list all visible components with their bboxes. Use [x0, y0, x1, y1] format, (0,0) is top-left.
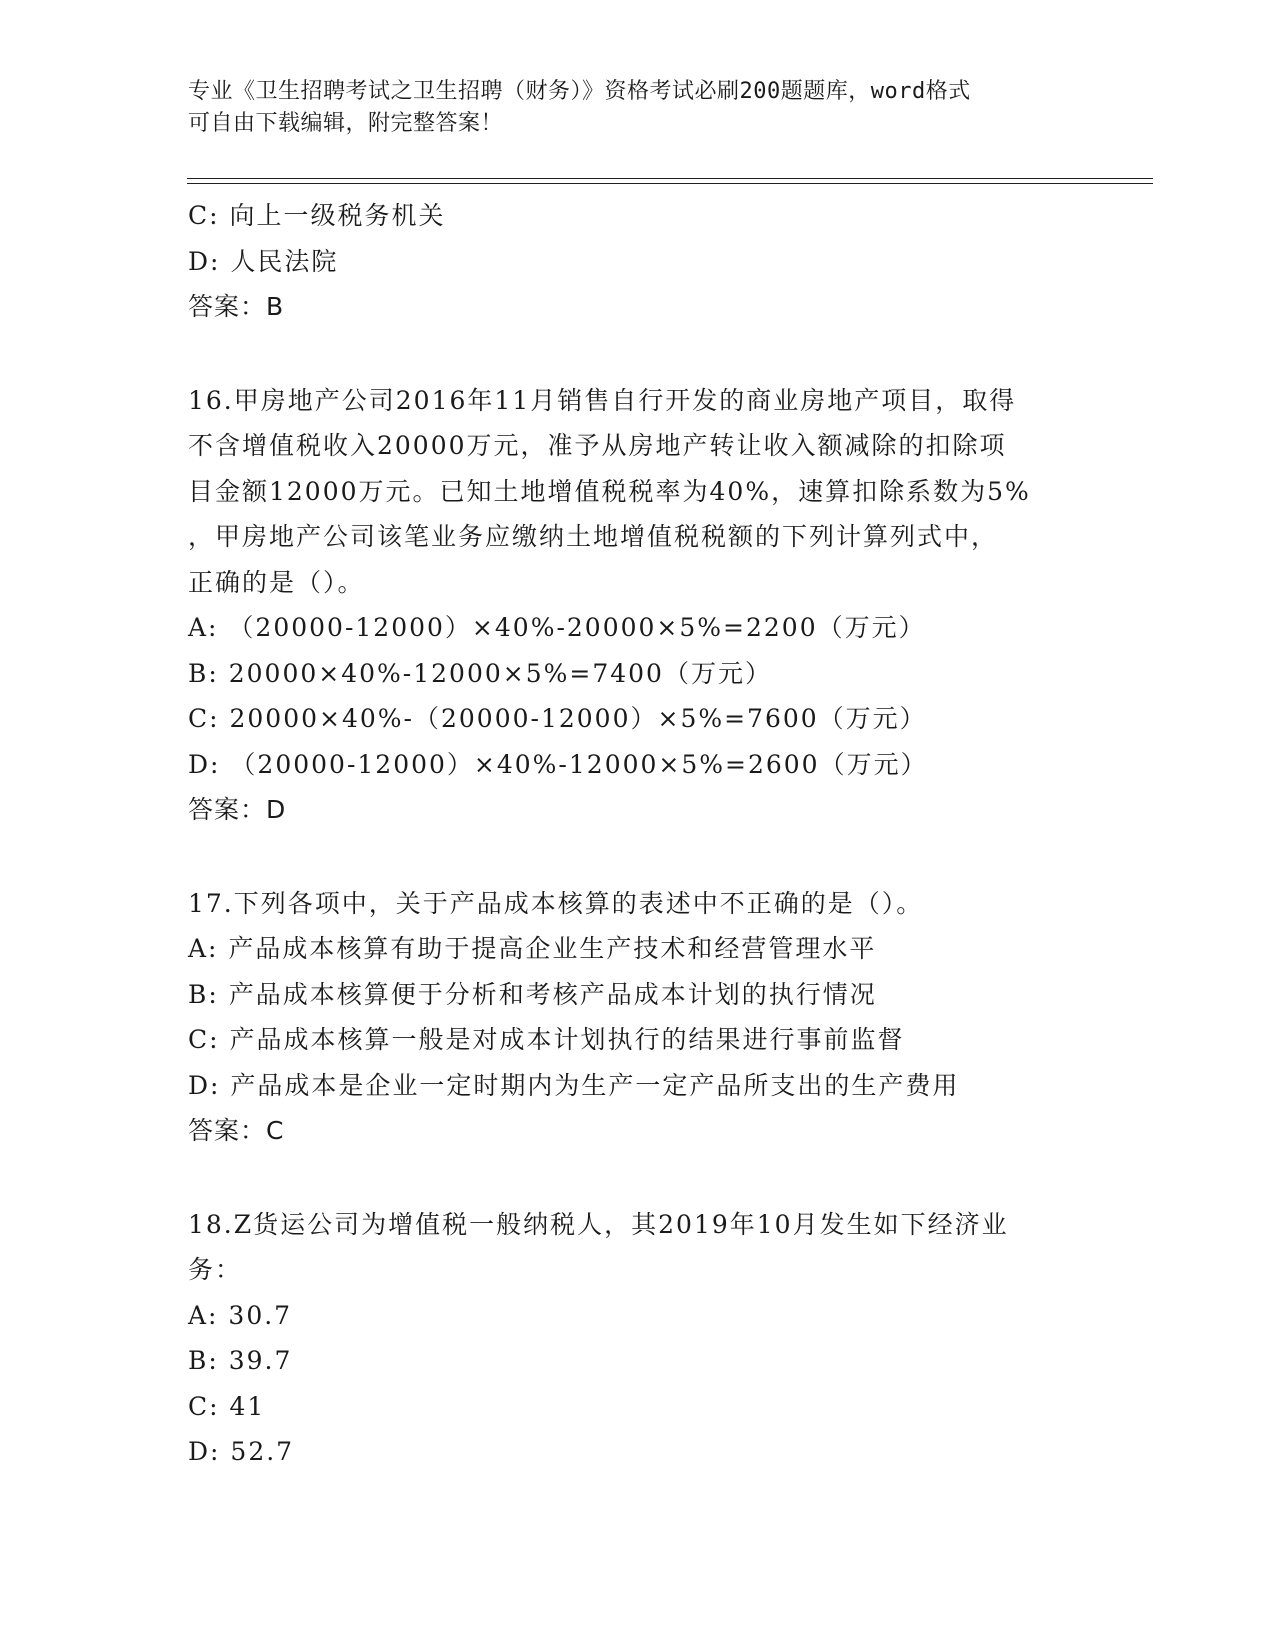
question-text-line: 务：	[188, 1255, 243, 1284]
question-15-tail	[188, 193, 1088, 330]
header-divider-top	[187, 178, 1153, 179]
option-c: C: 向上一级税务机关	[188, 201, 446, 230]
option-d: D: 52.7	[188, 1437, 295, 1466]
option-a: A: 产品成本核算有助于提高企业生产技术和经营管理水平	[188, 934, 877, 963]
option-b: B: 20000×40%-12000×5%=7400（万元）	[188, 658, 772, 688]
question-text-line: ，甲房地产公司该笔业务应缴纳土地增值税税额的下列计算列式中，	[188, 522, 999, 551]
question-text-line: 17.下列各项中，关于产品成本核算的表述中不正确的是（）。	[188, 888, 924, 918]
question-text-line: 16.甲房地产公司2016年11月销售自行开发的商业房地产项目，取得	[188, 385, 1017, 415]
header-line-1: 专业《卫生招聘考试之卫生招聘（财务）》资格考试必刷200题题库，word格式	[188, 79, 971, 104]
option-a: A: （20000-12000）×40%-20000×5%=2200（万元）	[188, 613, 926, 642]
option-a: A: 30.7	[188, 1300, 293, 1330]
document-body	[188, 193, 1088, 1475]
answer-line: 答案：C	[188, 1116, 285, 1145]
question-18	[188, 1202, 1088, 1475]
header-line-2: 可自由下载编辑，附完整答案！	[188, 111, 504, 136]
option-c: C: 产品成本核算一般是对成本计划执行的结果进行事前监督	[188, 1025, 905, 1054]
option-d: D: 产品成本是企业一定时期内为生产一定产品所支出的生产费用	[188, 1070, 960, 1100]
question-16	[188, 378, 1088, 833]
question-text-line: 目金额12000万元。已知土地增值税税率为40%，速算扣除系数为5%	[188, 476, 1031, 506]
question-text-line: 18.Z货运公司为增值税一般纳税人，其2019年10月发生如下经济业	[188, 1209, 1009, 1239]
document-header	[188, 76, 1088, 140]
question-17	[188, 881, 1088, 1154]
answer-line: 答案：D	[188, 795, 287, 824]
option-c: C: 20000×40%-（20000-12000）×5%=7600（万元）	[188, 704, 927, 733]
question-text-line: 不含增值税收入20000万元，准予从房地产转让收入额减除的扣除项	[188, 431, 1007, 460]
option-b: B: 产品成本核算便于分析和考核产品成本计划的执行情况	[188, 979, 877, 1009]
answer-line: 答案：B	[188, 292, 285, 321]
option-d: D: 人民法院	[188, 246, 339, 276]
header-divider-bottom	[187, 183, 1153, 184]
question-text-line: 正确的是（）。	[188, 567, 365, 597]
option-d: D: （20000-12000）×40%-12000×5%=2600（万元）	[188, 749, 928, 779]
option-c: C: 41	[188, 1391, 266, 1421]
option-b: B: 39.7	[188, 1346, 293, 1375]
